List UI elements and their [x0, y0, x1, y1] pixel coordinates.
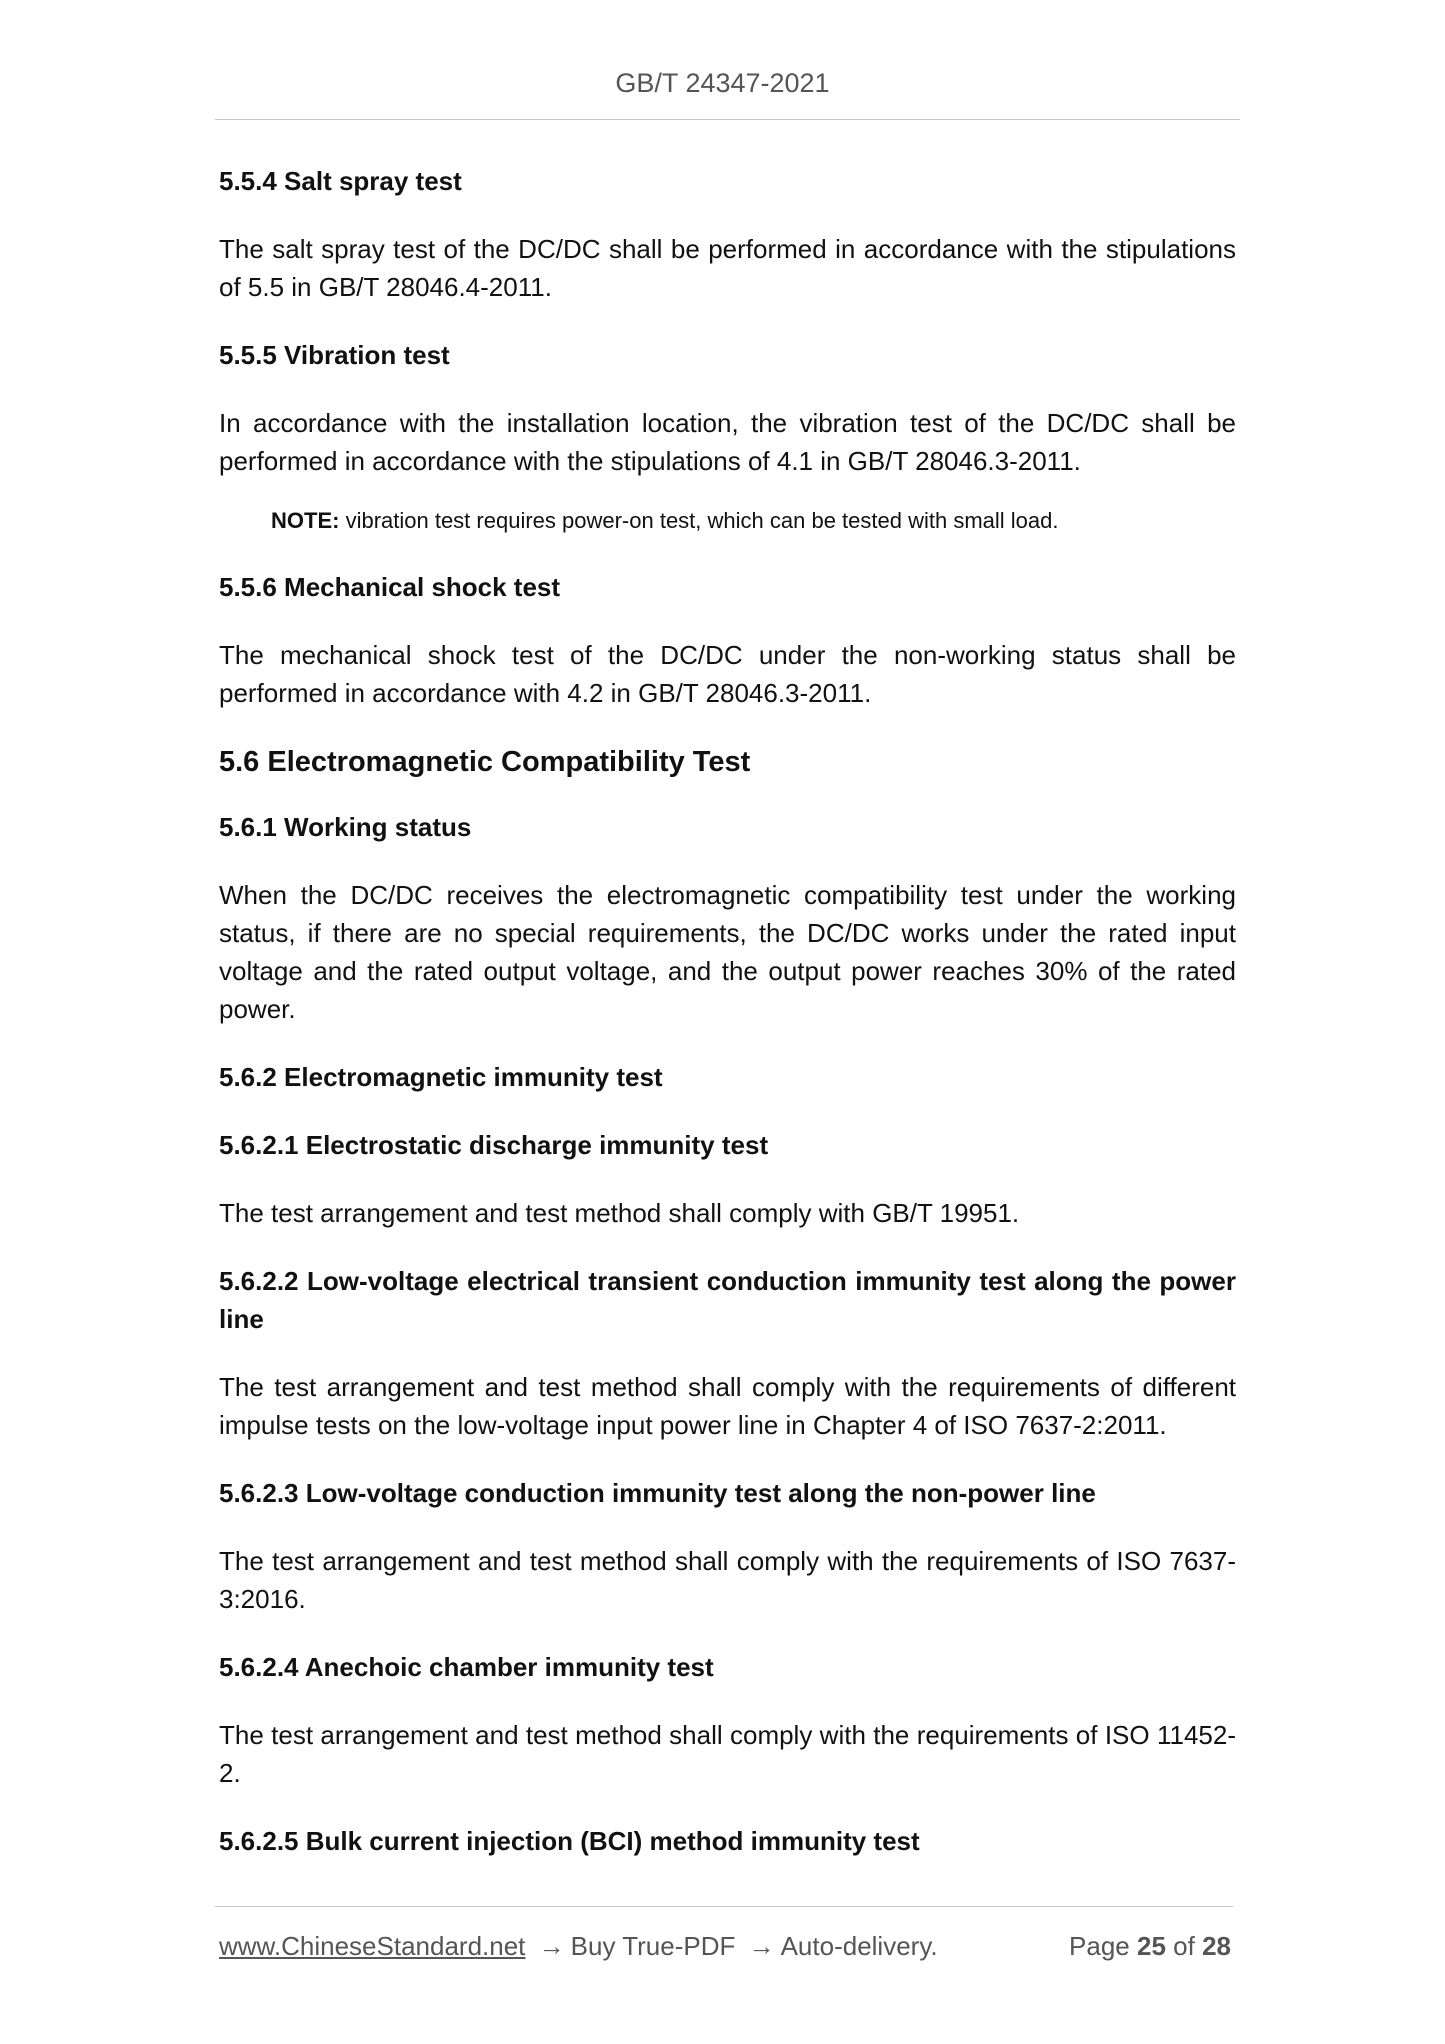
header-divider	[215, 119, 1240, 120]
heading-5-6-2-2: 5.6.2.2 Low-voltage electrical transient conduction immunity test along the power line	[219, 1266, 1236, 1334]
heading-5-5-4: 5.5.4 Salt spray test	[219, 166, 462, 196]
paragraph-5-5-4: The salt spray test of the DC/DC shall be performed in accordance with the stipulations of 5.5 in GB/T 28046.4-2011.	[219, 234, 1236, 302]
page-total: 28	[1202, 1931, 1231, 1961]
arrow-right-icon: →	[748, 1931, 775, 1961]
page-of-label: of	[1173, 1931, 1195, 1961]
page-footer	[219, 1928, 1231, 1964]
heading-5-6-2: 5.6.2 Electromagnetic immunity test	[219, 1062, 663, 1092]
document-header-title: GB/T 24347-2021	[615, 68, 830, 98]
paragraph-5-5-5: In accordance with the installation location, the vibration test of the DC/DC shall be performed in accordance with the stipulations of 4.1 in GB/T 28046.3-2011.	[219, 408, 1236, 476]
paragraph-5-5-6: The mechanical shock test of the DC/DC under the non-working status shall be performed in accordance with 4.2 in GB/T 28046.3-2011.	[219, 640, 1236, 708]
heading-5-6-2-1: 5.6.2.1 Electrostatic discharge immunity test	[219, 1130, 769, 1160]
paragraph-5-6-2-4: The test arrangement and test method shall comply with the requirements of ISO 11452-2.	[219, 1720, 1236, 1788]
footer-divider	[215, 1906, 1233, 1907]
paragraph-5-6-1: When the DC/DC receives the electromagnetic compatibility test under the working status, if there are no special requirements, the DC/DC works under the rated input voltage and the rated output voltage, and the output power reaches 30% of the rated power.	[219, 880, 1236, 1024]
heading-5-5-6: 5.5.6 Mechanical shock test	[219, 572, 561, 602]
heading-5-6-1: 5.6.1 Working status	[219, 812, 472, 842]
heading-5-6-2-5: 5.6.2.5 Bulk current injection (BCI) method immunity test	[219, 1826, 920, 1856]
arrow-right-icon: →	[538, 1931, 565, 1961]
auto-delivery-text: Auto-delivery.	[780, 1931, 938, 1961]
page-number	[1069, 1928, 1231, 1964]
paragraph-5-6-2-3: The test arrangement and test method shall comply with the requirements of ISO 7637-3:2016.	[219, 1546, 1236, 1614]
paragraph-5-6-2-1: The test arrangement and test method shall comply with GB/T 19951.	[219, 1198, 1020, 1228]
page-label: Page	[1069, 1931, 1130, 1961]
note-text: vibration test requires power-on test, which can be tested with small load.	[339, 508, 1059, 533]
document-body	[219, 162, 1236, 1890]
heading-5-6-2-4: 5.6.2.4 Anechoic chamber immunity test	[219, 1652, 714, 1682]
chinesestandard-link[interactable]: www.ChineseStandard.net	[219, 1931, 526, 1961]
heading-5-5-5: 5.5.5 Vibration test	[219, 340, 450, 370]
paragraph-5-6-2-2: The test arrangement and test method shall comply with the requirements of different impulse tests on the low-voltage input power line in Chapter 4 of ISO 7637-2:2011.	[219, 1372, 1236, 1440]
note-5-5-5	[271, 504, 1236, 538]
page-current: 25	[1137, 1931, 1166, 1961]
note-label: NOTE:	[271, 508, 340, 533]
heading-5-6: 5.6 Electromagnetic Compatibility Test	[219, 746, 751, 778]
buy-true-pdf-text: Buy True-PDF	[570, 1931, 736, 1961]
heading-5-6-2-3: 5.6.2.3 Low-voltage conduction immunity test along the non-power line	[219, 1478, 1096, 1508]
